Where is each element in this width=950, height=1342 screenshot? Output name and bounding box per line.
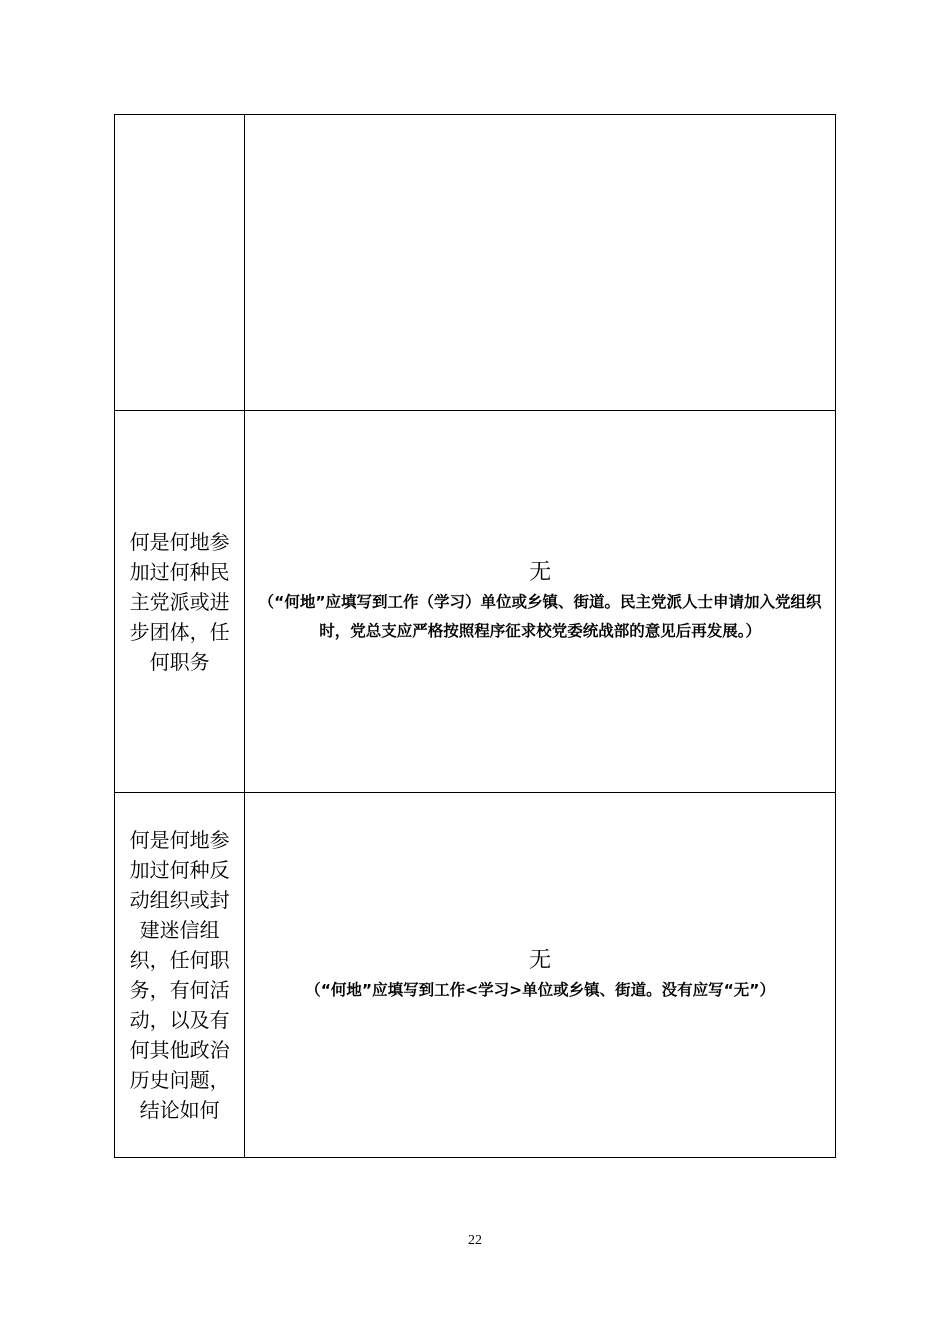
democratic-party-value-cell: [245, 411, 836, 793]
form-table: [114, 114, 836, 1158]
row-value-cell: [245, 115, 836, 411]
answer-text: 无: [529, 559, 552, 585]
row-label-cell: [115, 411, 245, 793]
answer-text: 无: [529, 947, 552, 973]
page-number: 22: [468, 1233, 482, 1248]
table-row: [115, 793, 836, 1158]
table-row: [115, 115, 836, 411]
table-row: [115, 411, 836, 793]
row-label-cell: [115, 115, 245, 411]
instruction-note: （“何地”应填写到工作（学习）单位或乡镇、街道。民主党派人士申请加入党组织时，党总支应严格按照程序征求校党委统战部的意见后再发展。）: [258, 592, 822, 640]
instruction-note: （“何地”应填写到工作<学习>单位或乡镇、街道。没有应写“无”）: [305, 980, 775, 999]
reactionary-organization-label: 何是何地参加过何种反动组织或封建迷信组织，任何职务，有何活动，以及有何其他政治历史问题，结论如何: [129, 828, 230, 1122]
row-label-cell: [115, 793, 245, 1158]
democratic-party-label: 何是何地参加过何种民主党派或进步团体，任何职务: [129, 529, 230, 674]
reactionary-organization-value-cell: [245, 793, 836, 1158]
